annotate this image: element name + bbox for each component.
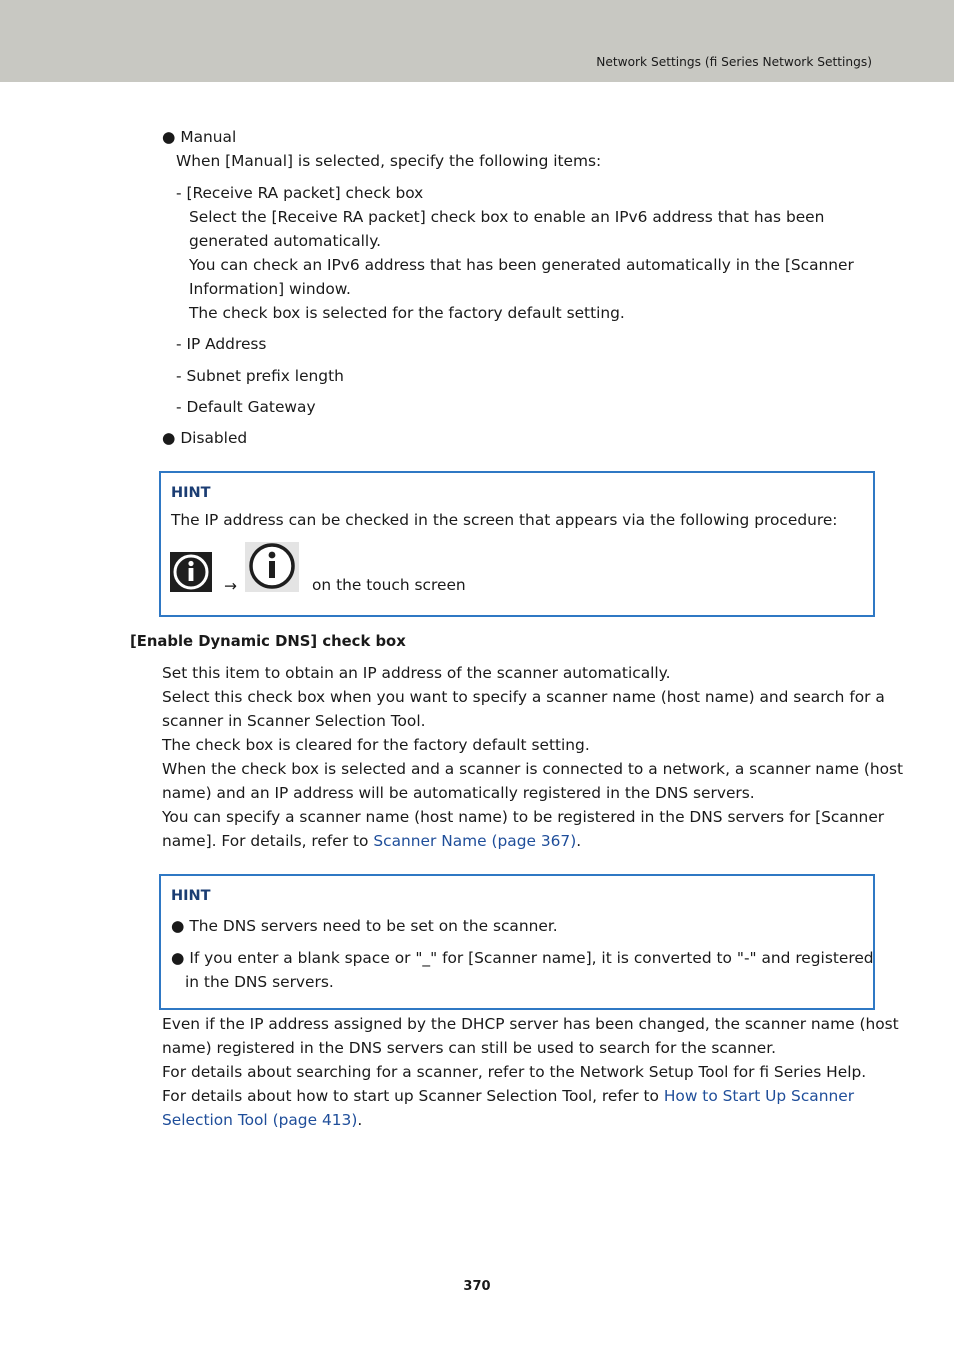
closing-prefix: For details about how to start up Scanner Selection Tool, refer to [162, 1087, 664, 1105]
dns-last-suffix: . [576, 832, 582, 850]
closing-line: Even if the IP address assigned by the DHCP server has been changed, the scanner name (host [162, 1015, 899, 1033]
receive-ra-line: You can check an IPv6 address that has been generated automatically in the [Scanner [189, 256, 854, 274]
receive-ra-line: The check box is selected for the factory default setting. [189, 304, 625, 322]
scanner-name-link[interactable]: Scanner Name (page 367) [373, 832, 577, 850]
hint-bullet: ● If you enter a blank space or "_" for [Scanner name], it is converted to "-" and registered [171, 949, 874, 967]
info-icon-light [245, 542, 299, 592]
dns-line: When the check box is selected and a scanner is connected to a network, a scanner name (host [162, 760, 904, 778]
page-number: 370 [463, 1279, 491, 1294]
closing-line: name) registered in the DNS servers can still be used to search for the scanner. [162, 1039, 777, 1057]
arrow-icon: → [224, 577, 237, 595]
subnet-prefix-item: - Subnet prefix length [176, 367, 344, 385]
manual-bullet: ● Manual [162, 128, 237, 146]
header-title: Network Settings (fi Series Network Settings) [596, 55, 872, 69]
hint-label: HINT [171, 888, 211, 904]
closing-line: For details about searching for a scanner, refer to the Network Setup Tool for fi Series Help. [162, 1063, 867, 1081]
dns-line: The check box is cleared for the factory default setting. [162, 736, 590, 754]
closing-line-with-link [162, 1084, 854, 1108]
disabled-bullet: ● Disabled [162, 429, 248, 447]
hint-text: The IP address can be checked in the screen that appears via the following procedure: [171, 511, 838, 529]
manual-intro: When [Manual] is selected, specify the following items: [176, 152, 602, 170]
ip-address-item: - IP Address [176, 335, 267, 353]
receive-ra-title: - [Receive RA packet] check box [176, 184, 424, 202]
dns-line: Select this check box when you want to specify a scanner name (host name) and search for a [162, 688, 885, 706]
section-heading-dns: [Enable Dynamic DNS] check box [130, 633, 406, 650]
dns-line: name) and an IP address will be automatically registered in the DNS servers. [162, 784, 755, 802]
page-header [0, 0, 954, 82]
dns-last-prefix: name]. For details, refer to [162, 832, 374, 850]
start-up-tool-link[interactable]: Selection Tool (page 413) [162, 1111, 358, 1129]
dns-last-line [162, 829, 581, 853]
receive-ra-line: generated automatically. [189, 232, 382, 250]
hint-bullet: ● The DNS servers need to be set on the scanner. [171, 917, 558, 935]
default-gateway-item: - Default Gateway [176, 398, 316, 416]
dns-line: scanner in Scanner Selection Tool. [162, 712, 426, 730]
touch-screen-text: on the touch screen [312, 576, 466, 594]
dns-line: Set this item to obtain an IP address of the scanner automatically. [162, 664, 671, 682]
hint-bullet-continuation: in the DNS servers. [185, 973, 334, 991]
closing-line-with-link [162, 1108, 362, 1132]
closing-suffix: . [357, 1111, 363, 1129]
start-up-tool-link[interactable]: How to Start Up Scanner [663, 1087, 855, 1105]
info-icon-dark [170, 552, 212, 592]
dns-line: You can specify a scanner name (host name) to be registered in the DNS servers for [Scanner [162, 808, 885, 826]
receive-ra-line: Select the [Receive RA packet] check box to enable an IPv6 address that has been [189, 208, 825, 226]
receive-ra-line: Information] window. [189, 280, 351, 298]
hint-label: HINT [171, 485, 211, 501]
